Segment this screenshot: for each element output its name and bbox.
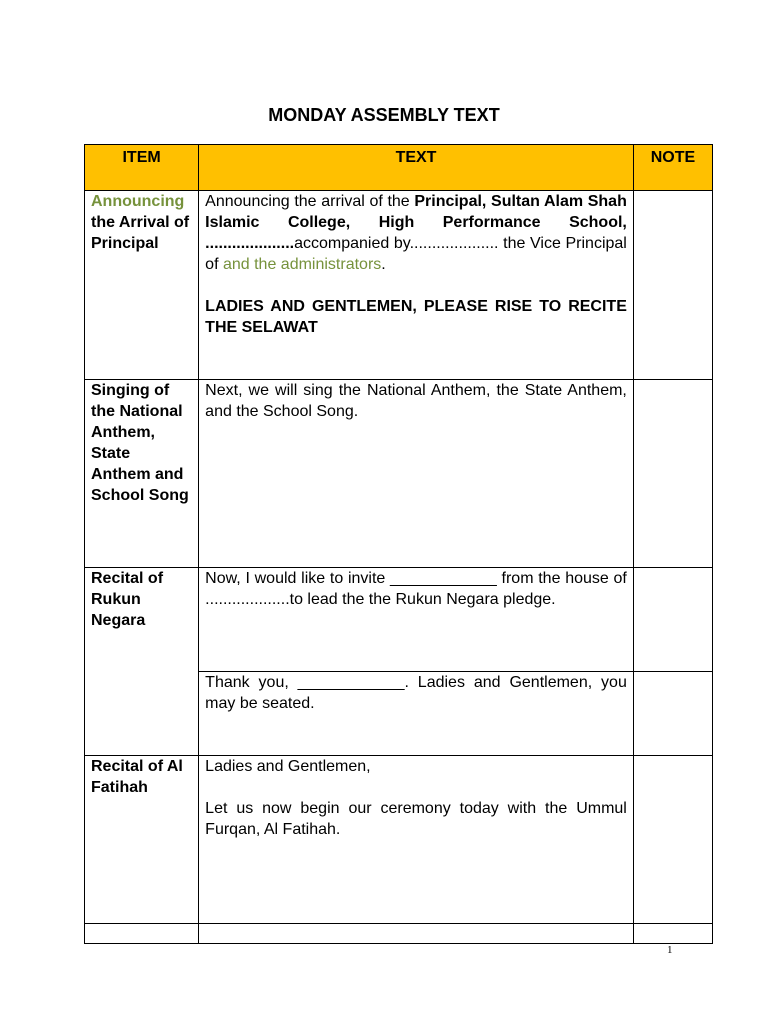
item-cell: Recital of Rukun Negara	[85, 568, 199, 756]
table-row	[85, 924, 713, 944]
note-cell	[633, 756, 712, 924]
text-cell: Next, we will sing the National Anthem, the State Anthem, and the School Song.	[199, 380, 634, 568]
text-span: .	[381, 256, 386, 273]
note-cell	[633, 191, 712, 380]
text-cell	[199, 191, 634, 380]
header-item: ITEM	[85, 145, 199, 191]
text-cell: Thank you, ____________. Ladies and Gentlemen, you may be seated.	[199, 672, 634, 756]
text-bold: Principal, Sultan Alam Shah Islamic College, High Performance School, ....................	[205, 193, 627, 252]
header-row	[85, 145, 713, 191]
assembly-table	[84, 144, 713, 944]
text-paragraph: Let us now begin our ceremony today with the Ummul Furqan, Al Fatihah.	[205, 800, 627, 838]
item-highlight: Announcing	[91, 193, 185, 210]
header-note: NOTE	[633, 145, 712, 191]
text-cell	[199, 924, 634, 944]
item-cell	[85, 924, 199, 944]
note-cell	[633, 380, 712, 568]
text-cell: Now, I would like to invite ____________ from the house of ...................to lead the the Rukun Negara pledge.	[199, 568, 634, 672]
note-cell	[633, 568, 712, 672]
text-paragraph: Ladies and Gentlemen,	[205, 758, 371, 775]
item-cell: Recital of Al Fatihah	[85, 756, 199, 924]
header-text: TEXT	[199, 145, 634, 191]
text-paragraph	[205, 191, 627, 275]
text-instruction: LADIES AND GENTLEMEN, PLEASE RISE TO RECITE THE SELAWAT	[205, 298, 627, 336]
text-span: Announcing the arrival of the	[205, 193, 415, 210]
item-label: the Arrival of Principal	[91, 214, 190, 252]
note-cell	[633, 924, 712, 944]
document-title: MONDAY ASSEMBLY TEXT	[268, 105, 500, 125]
item-cell: Singing of the National Anthem, State Anthem and School Song	[85, 380, 199, 568]
table-row	[85, 191, 713, 380]
page-number: 1	[667, 944, 673, 956]
table-row	[85, 380, 713, 568]
text-span: accompanied by.................... the Vice Principal of	[205, 235, 627, 273]
note-cell	[633, 672, 712, 756]
table-row	[85, 568, 713, 672]
text-highlight: and the administrators	[222, 256, 382, 273]
table-row	[85, 756, 713, 924]
item-cell	[85, 191, 199, 380]
text-cell	[199, 756, 634, 924]
